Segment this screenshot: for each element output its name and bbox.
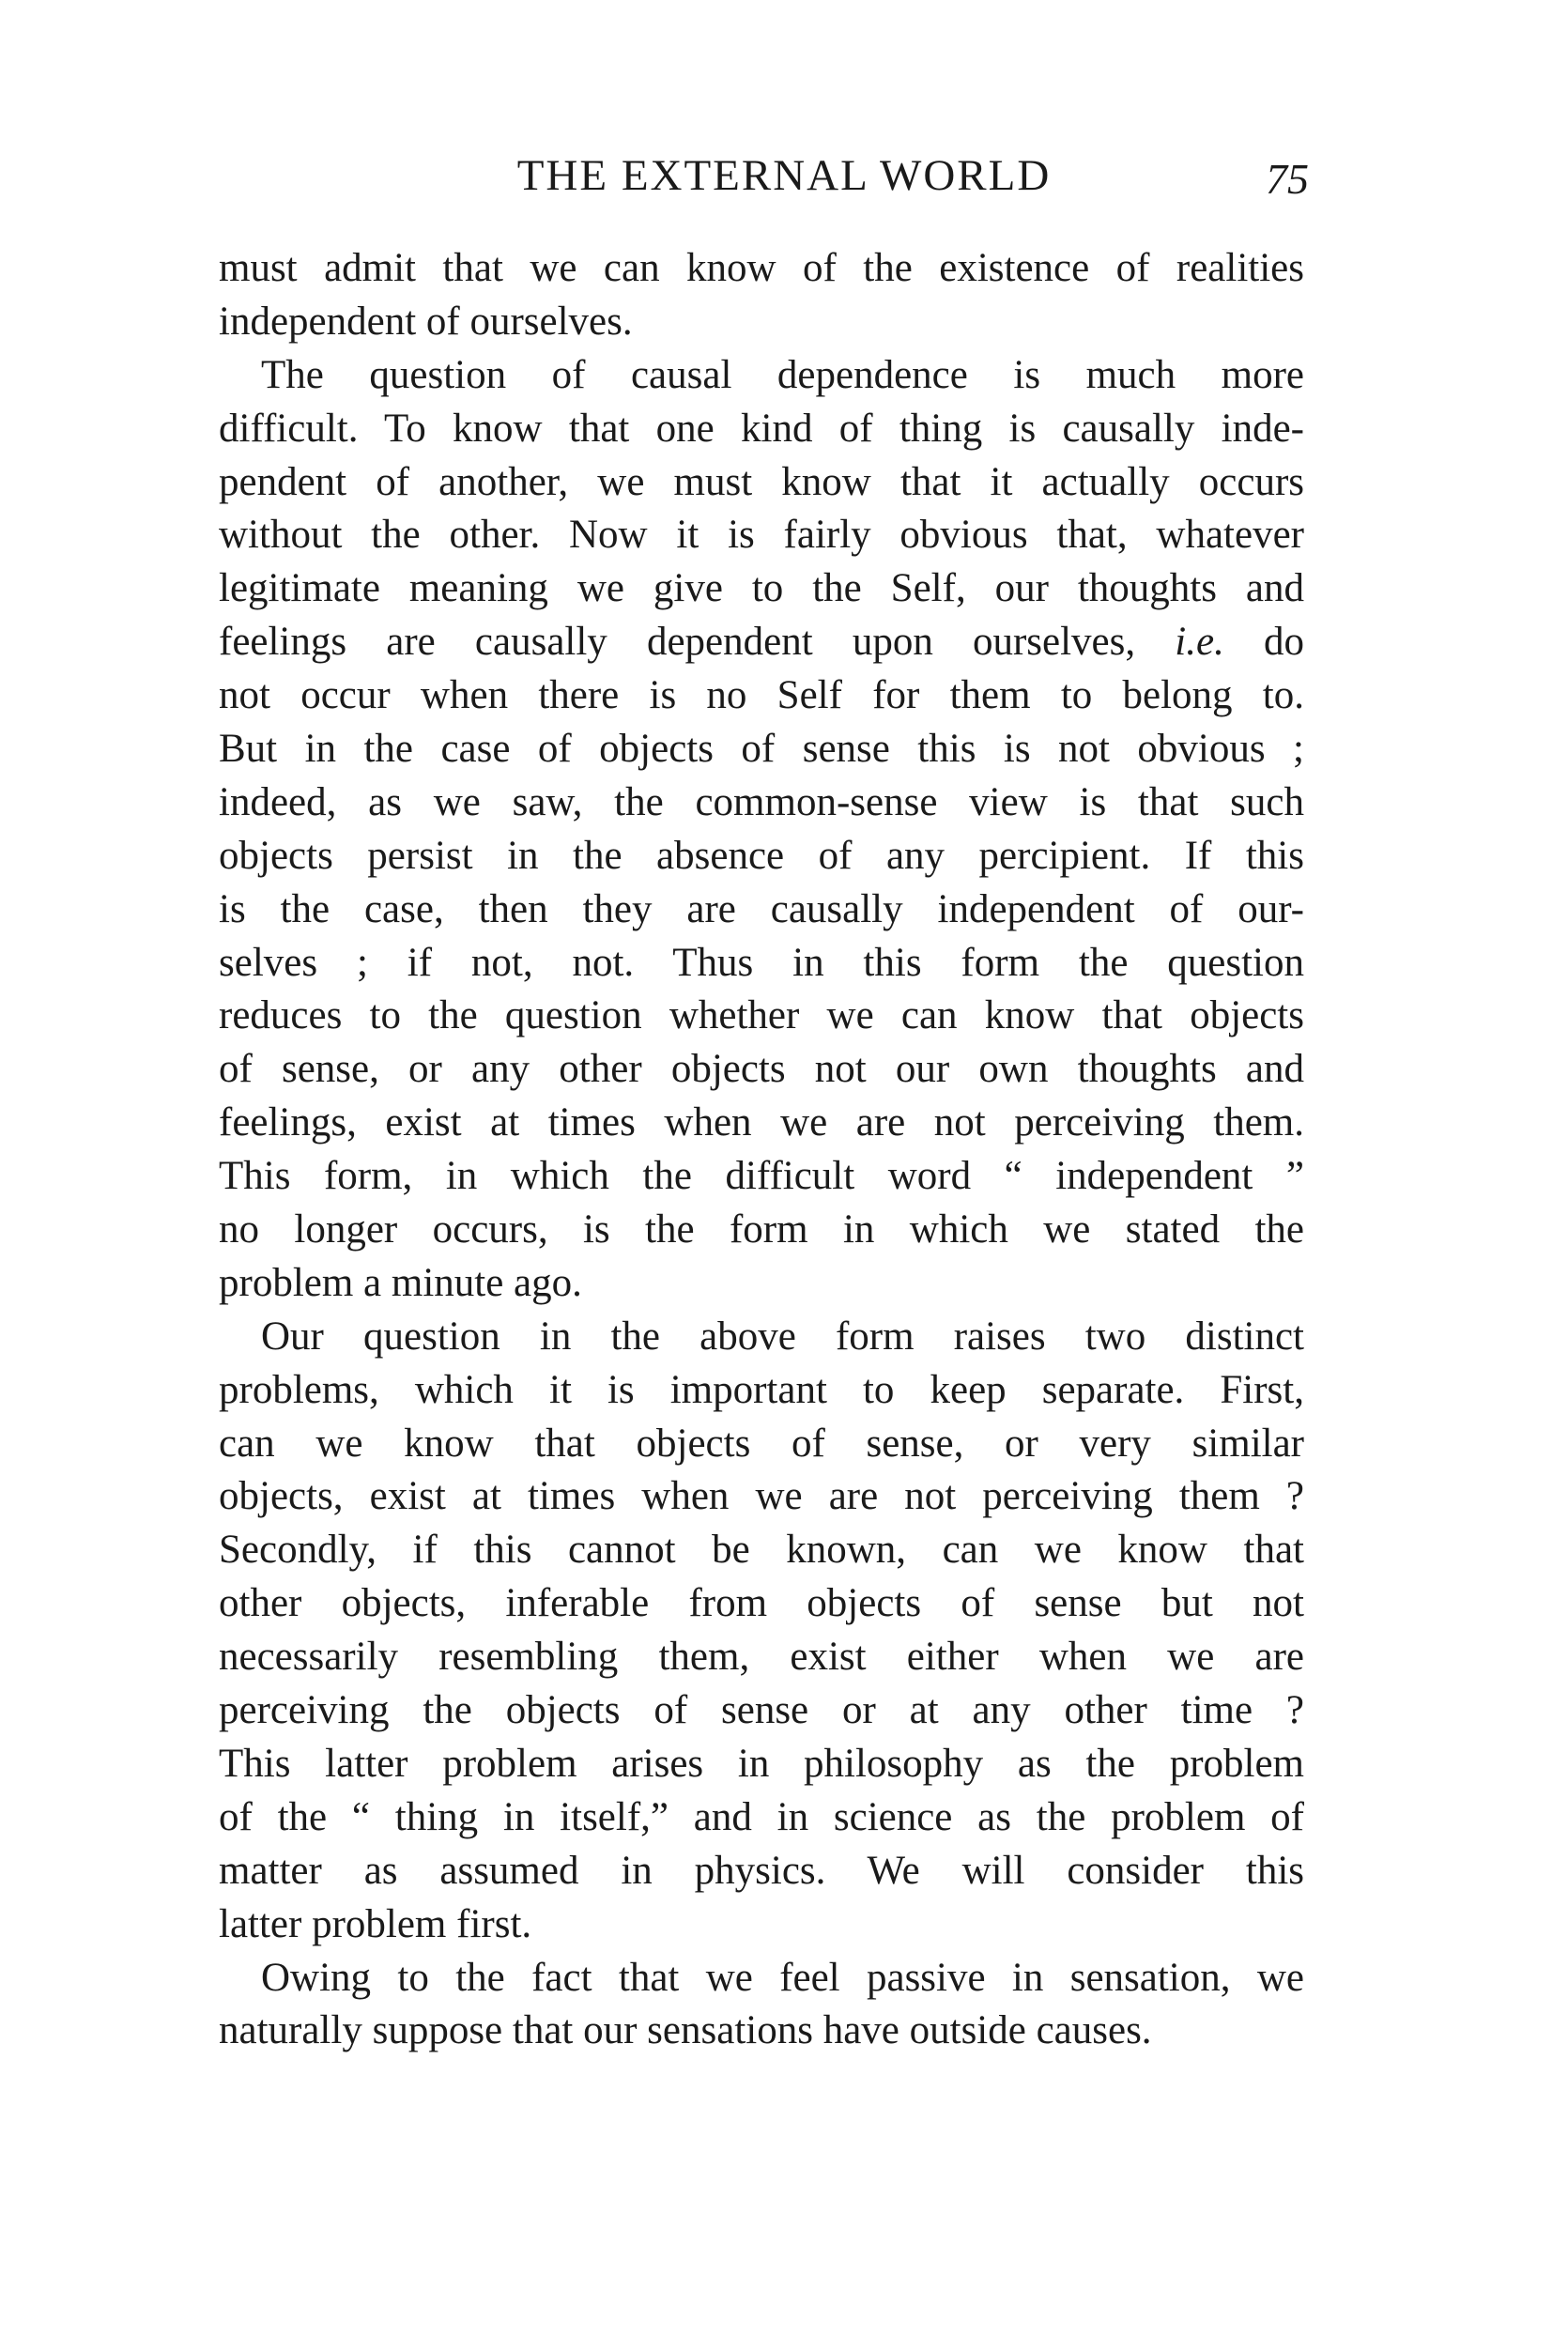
text-line: naturally suppose that our sensations have outside causes. xyxy=(219,2008,1152,2053)
text-span: feelings are causally dependent upon ourselves, xyxy=(219,620,1136,665)
text-line: of the “ thing in itself,” and in science as the problem of xyxy=(219,1794,1304,1839)
text-line: objects, exist at times when we are not perceiving them ? xyxy=(219,1474,1304,1519)
text-line: selves ; if not, not. Thus in this form the question xyxy=(219,940,1304,985)
body-text xyxy=(219,242,1304,2058)
text-line: problems, which it is important to keep separate. First, xyxy=(219,1367,1304,1412)
text-line: must admit that we can know of the existence of realities xyxy=(219,246,1304,290)
text-span: i.e. xyxy=(1175,620,1224,665)
text-line: pendent of another, we must know that it actually occurs xyxy=(219,459,1304,504)
text-line: This latter problem arises in philosophy as the problem xyxy=(219,1741,1304,1786)
text-line: Owing to the fact that we feel passive in sensation, we xyxy=(261,1955,1304,2000)
text-line: independent of ourselves. xyxy=(219,299,633,344)
text-line: reduces to the question whether we can know that objects xyxy=(219,993,1304,1038)
text-line: problem a minute ago. xyxy=(219,1260,582,1305)
text-line: other objects, inferable from objects of sense but not xyxy=(219,1581,1304,1626)
text-line: Secondly, if this cannot be known, can we know that xyxy=(219,1528,1304,1573)
text-line: necessarily resembling them, exist either when we are xyxy=(219,1635,1304,1680)
text-line: matter as assumed in physics. We will consider this xyxy=(219,1848,1304,1893)
text-line: of sense, or any other objects not our own thoughts and xyxy=(219,1047,1304,1092)
text-line: objects persist in the absence of any percipient. If this xyxy=(219,833,1304,878)
paragraph xyxy=(219,242,1304,349)
text-line: legitimate meaning we give to the Self, our thoughts and xyxy=(219,566,1304,611)
text-line xyxy=(219,616,1304,669)
page-number: 75 xyxy=(1266,155,1309,203)
text-line: latter problem first. xyxy=(219,1901,532,1946)
text-line: without the other. Now it is fairly obvious that, whatever xyxy=(219,513,1304,558)
text-span: do xyxy=(1264,620,1304,665)
text-line: This form, in which the difficult word “ independent ” xyxy=(219,1154,1304,1199)
text-line: feelings, exist at times when we are not perceiving them. xyxy=(219,1100,1304,1145)
running-title: THE EXTERNAL WORLD xyxy=(516,151,1052,200)
text-line: perceiving the objects of sense or at any other time ? xyxy=(219,1688,1304,1733)
text-line: Our question in the above form raises two distinct xyxy=(261,1314,1304,1359)
text-line: But in the case of objects of sense this is not obvious ; xyxy=(219,727,1304,772)
text-line: not occur when there is no Self for them to belong to. xyxy=(219,673,1304,718)
paragraph xyxy=(219,1952,1304,2059)
text-line: difficult. To know that one kind of thing is causally inde- xyxy=(219,406,1304,451)
text-line: indeed, as we saw, the common-sense view is that such xyxy=(219,779,1304,824)
paragraph xyxy=(219,1311,1304,1952)
paragraph xyxy=(219,349,1304,1311)
running-header xyxy=(0,150,1568,207)
text-line: can we know that objects of sense, or very similar xyxy=(219,1421,1304,1466)
text-line: is the case, then they are causally independent of our- xyxy=(219,886,1304,931)
text-line: The question of causal dependence is much more xyxy=(261,352,1304,397)
text-line: no longer occurs, is the form in which we stated the xyxy=(219,1207,1304,1252)
